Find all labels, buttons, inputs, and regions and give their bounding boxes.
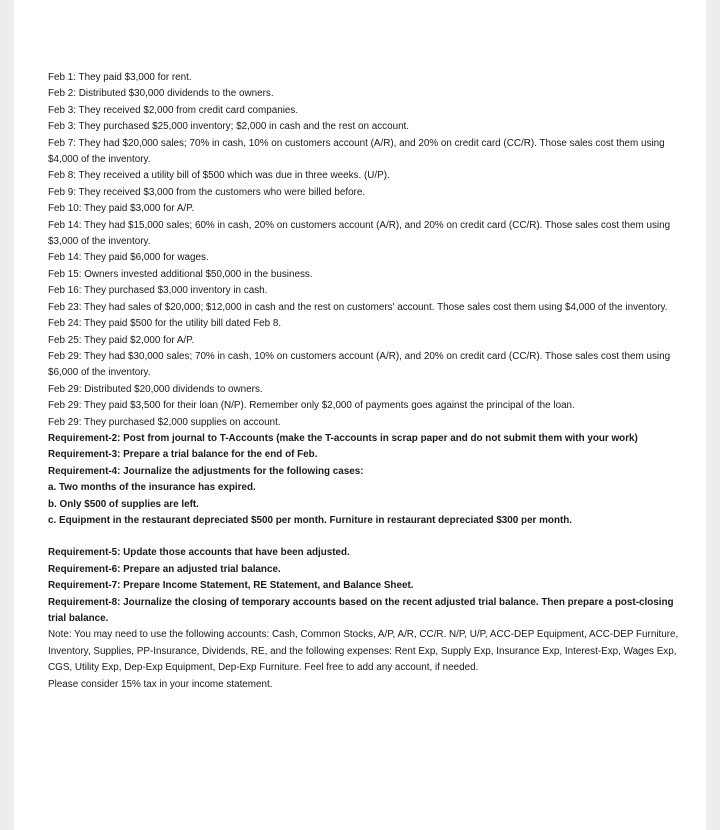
event-line-feb1: Feb 1: They paid $3,000 for rent. [48, 72, 192, 83]
event-line-feb16: Feb 16: They purchased $3,000 inventory in cash. [48, 285, 268, 297]
adjustment-c: c. Equipment in the restaurant depreciated $500 per month. Furniture in restaurant depreciated $300 per month. [48, 514, 573, 526]
accounts-note: Note: You may need to use the following accounts: Cash, Common Stocks, A/P, A/R, CC/R. N/P, U/P, ACC-DEP Equipment, ACC-DEP Furniture, Inventory, Supplies, PP-Insurance, Dividends, RE, and the following expenses: Rent Exp, Supply Exp, Insurance Exp, Interest-Exp, Wages Exp, CGS, Utility Exp, Dep-Exp Equipment, Dep-Exp Furniture. Feel free to add any account, if needed. [48, 629, 679, 674]
event-line-feb23: Feb 23: They had sales of $20,000; $12,000 in cash and the rest on customers' account. Those sales cost them using $4,000 of the inventory. [48, 301, 668, 313]
event-line-feb3-b: Feb 3: They purchased $25,000 inventory; $2,000 in cash and the rest on account. [48, 121, 410, 133]
event-line-feb14-a: Feb 14: They had $15,000 sales; 60% in cash, 20% on customers account (A/R), and 20% on credit card (CC/R). Those sales cost them using $3,000 of the inventory. [48, 219, 671, 248]
event-line-feb9: Feb 9: They received $3,000 from the customers who were billed before. [48, 186, 366, 198]
requirement-2: Requirement-2: Post from journal to T-Accounts (make the T-accounts in scrap paper and do not submit them with your work) [48, 432, 638, 444]
event-line-feb29-c: Feb 29: They paid $3,500 for their loan (N/P). Remember only $2,000 of payments goes against the principal of the loan. [48, 400, 575, 412]
requirement-4: Requirement-4: Journalize the adjustments for the following cases: [48, 465, 364, 477]
requirement-7: Requirement-7: Prepare Income Statement, RE Statement, and Balance Sheet. [48, 580, 414, 592]
event-line-feb29-d: Feb 29: They purchased $2,000 supplies on account. [48, 416, 281, 428]
requirement-6: Requirement-6: Prepare an adjusted trial balance. [48, 563, 281, 575]
event-line-feb25: Feb 25: They paid $2,000 for A/P. [48, 334, 195, 346]
requirement-8: Requirement-8: Journalize the closing of temporary accounts based on the recent adjusted trial balance. Then prepare a post-closing trial balance. [48, 596, 674, 624]
event-line-feb14-b: Feb 14: They paid $6,000 for wages. [48, 252, 209, 264]
event-line-feb3-a: Feb 3: They received $2,000 from credit card companies. [48, 104, 299, 116]
adjustment-b: b. Only $500 of supplies are left. [48, 498, 199, 510]
event-line-feb7: Feb 7: They had $20,000 sales; 70% in cash, 10% on customers account (A/R), and 20% on credit card (CC/R). Those sales cost them using $4,000 of the inventory. [48, 137, 665, 166]
requirement-5: Requirement-5: Update those accounts that have been adjusted. [48, 547, 350, 559]
tax-note: Please consider 15% tax in your income statement. [48, 678, 273, 690]
event-line-feb29-a: Feb 29: They had $30,000 sales; 70% in cash, 10% on customers account (A/R), and 20% on credit card (CC/R). Those sales cost them using $6,000 of the inventory. [48, 350, 671, 379]
event-line-feb2: Feb 2: Distributed $30,000 dividends to the owners. [48, 88, 274, 100]
event-line-feb8: Feb 8: They received a utility bill of $500 which was due in three weeks. (U/P). [48, 170, 390, 182]
document-page [14, 0, 706, 830]
event-line-feb10: Feb 10: They paid $3,000 for A/P. [48, 203, 195, 215]
event-line-feb24: Feb 24: They paid $500 for the utility bill dated Feb 8. [48, 318, 282, 330]
event-line-feb29-b: Feb 29: Distributed $20,000 dividends to owners. [48, 383, 263, 395]
section-gap [48, 529, 682, 545]
requirement-3: Requirement-3: Prepare a trial balance for the end of Feb. [48, 449, 318, 461]
adjustment-a: a. Two months of the insurance has expired. [48, 482, 256, 494]
event-line-feb15: Feb 15: Owners invested additional $50,000 in the business. [48, 268, 313, 280]
